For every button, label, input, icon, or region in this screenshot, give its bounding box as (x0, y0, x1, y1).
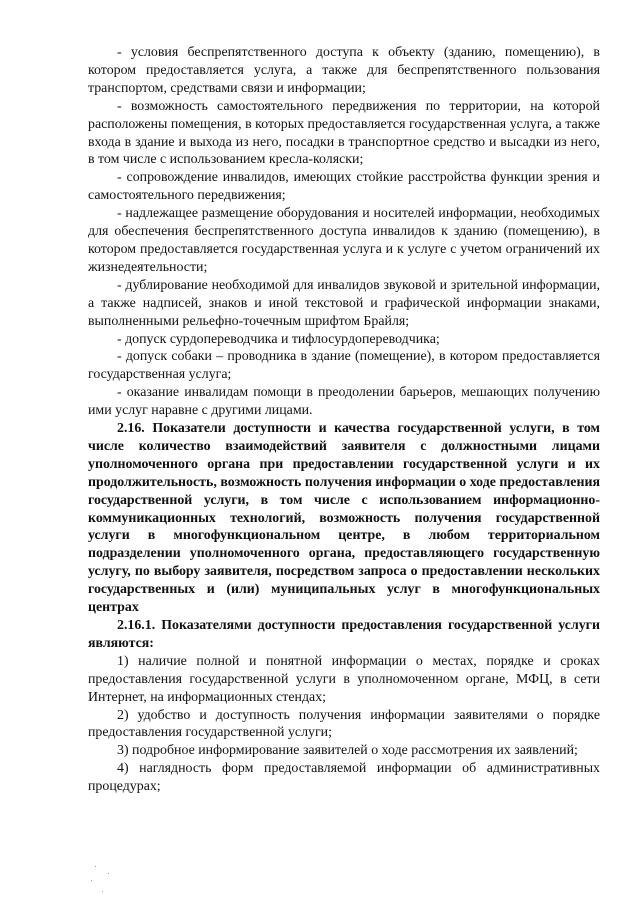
paragraph-barrier-help: - оказание инвалидам помощи в преодолении барьеров, мешающих получению ими услуг наравне с другими лицами. (88, 385, 600, 419)
list-item-2: 2) удобство и доступность получения информации заявителями о порядке предоставления государственной услуги; (88, 707, 600, 741)
paragraph-sign-interpreter: - допуск сурдопереводчика и тифлосурдопереводчика; (117, 331, 440, 347)
scan-speck (95, 866, 96, 867)
list-item-4: 4) наглядность форм предоставляемой информации об административных процедурах; (88, 761, 600, 795)
paragraph-braille-duplication: - дублирование необходимой для инвалидов звуковой и зрительной информации, а также надписей, знаков и иной текстовой и графической информации знаками, выполненными рельефно-точечным шрифтом Брайля; (88, 277, 600, 329)
scan-speck (102, 891, 103, 892)
scan-speck (91, 880, 92, 881)
scan-speck (108, 873, 109, 874)
section-heading-2-16: 2.16. Показатели доступности и качества государственной услуги, в том числе количество взаимодействий заявителя с должностными лицами уполномоченного органа при предоставлении государственной услуги и их продолжительность, возможность получения информации о ходе предоставления государственной услуги, в том числе с использованием информационно-коммуникационных технологий, возможность получения государственной услуги в многофункциональном центре, в любом территориальном подразделении уполномоченного органа, предоставляющего государственную услугу, по выбору заявителя, посредством запроса о предоставлении нескольких государственных и (или) муниципальных услуг в многофункциональных центрах (88, 421, 600, 616)
list-item-3: 3) подробное информирование заявителей о ходе рассмотрения их заявлений; (117, 743, 578, 759)
paragraph-escort: - сопровождение инвалидов, имеющих стойкие расстройства функции зрения и самостоятельного передвижения; (88, 170, 600, 204)
list-item-1: 1) наличие полной и понятной информации о местах, порядке и сроках предоставления государственной услуги в уполномоченном органе, МФЦ, в сети Интернет, на информационных стендах; (88, 653, 600, 705)
paragraph-independent-movement: - возможность самостоятельного передвижения по территории, на которой расположены помещения, в которых предоставляется государственная услуга, а также входа в здание и выхода из него, посадки в транспортное средство и высадки из него, в том числе с использованием кресла-коляски; (88, 98, 600, 168)
section-heading-2-16-1: 2.16.1. Показателями доступности предоставления государственной услуги являются: (88, 618, 600, 651)
paragraph-equipment-placement: - надлежащее размещение оборудования и носителей информации, необходимых для обеспечения беспрепятственного доступа инвалидов к зданию (помещению), в котором предоставляется государственная услуга и к услуге с учетом ограничений их жизнедеятельности; (88, 206, 600, 275)
paragraph-accessibility-conditions: - условия беспрепятственного доступа к объекту (зданию, помещению), в котором предоставляется услуга, а также для беспрепятственного пользования транспортом, средствами связи и информации; (88, 45, 600, 96)
paragraph-guide-dog: - допуск собаки – проводника в здание (помещение), в котором предоставляется государственная услуга; (88, 349, 600, 383)
document-body (88, 44, 600, 796)
